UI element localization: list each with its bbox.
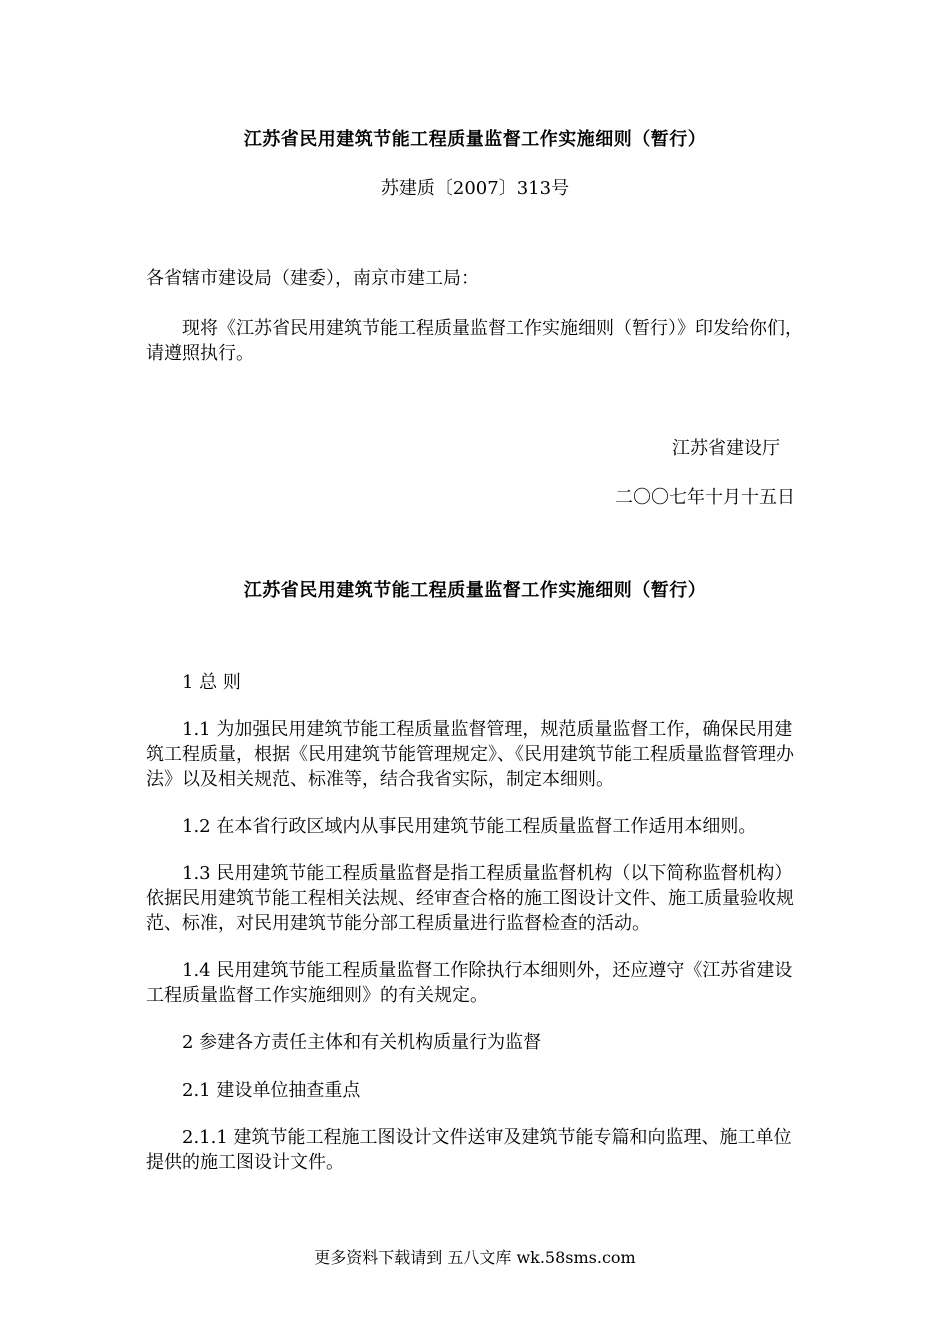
section-2-heading: 2 参建各方责任主体和有关机构质量行为监督 xyxy=(182,1032,542,1053)
rules-title: 江苏省民用建筑节能工程质量监督工作实施细则（暂行） xyxy=(243,580,707,601)
clause-1-2: 1.2 在本省行政区域内从事民用建筑节能工程质量监督工作适用本细则。 xyxy=(182,816,757,837)
clause-2-1-1: 2.1.1 建筑节能工程施工图设计文件送审及建筑节能专篇和向监理、施工单位提供的施工图设计文件。 xyxy=(146,1127,792,1173)
clause-1-1: 1.1 为加强民用建筑节能工程质量监督管理，规范质量监督工作，确保民用建筑工程质量，根据《民用建筑节能管理规定》、《民用建筑节能工程质量监督管理办法》以及相关规范、标准等，结合我省实际，制定本细则。 xyxy=(146,719,794,790)
footer-download-link[interactable]: 更多资料下载请到 五八文库 wk.58sms.com xyxy=(314,1248,636,1267)
salutation: 各省辖市建设局（建委），南京市建工局： xyxy=(146,268,479,289)
intro-paragraph: 现将《江苏省民用建筑节能工程质量监督工作实施细则（暂行）》印发给你们，请遵照执行。 xyxy=(146,318,803,364)
clause-1-3: 1.3 民用建筑节能工程质量监督是指工程质量监督机构（以下简称监督机构）依据民用建筑节能工程相关法规、经审查合格的施工图设计文件、施工质量验收规范、标准，对民用建筑节能分部工程质量进行监督检查的活动。 xyxy=(146,863,794,934)
clause-1-4: 1.4 民用建筑节能工程质量监督工作除执行本细则外，还应遵守《江苏省建设工程质量监督工作实施细则》的有关规定。 xyxy=(146,960,793,1006)
clause-2-1: 2.1 建设单位抽查重点 xyxy=(182,1080,361,1101)
issuer: 江苏省建设厅 xyxy=(672,438,780,459)
document-title: 江苏省民用建筑节能工程质量监督工作实施细则（暂行） xyxy=(243,129,707,150)
document-number: 苏建质〔2007〕313号 xyxy=(380,178,570,199)
section-1-heading: 1 总 则 xyxy=(182,672,241,693)
issue-date: 二〇〇七年十月十五日 xyxy=(615,487,795,508)
